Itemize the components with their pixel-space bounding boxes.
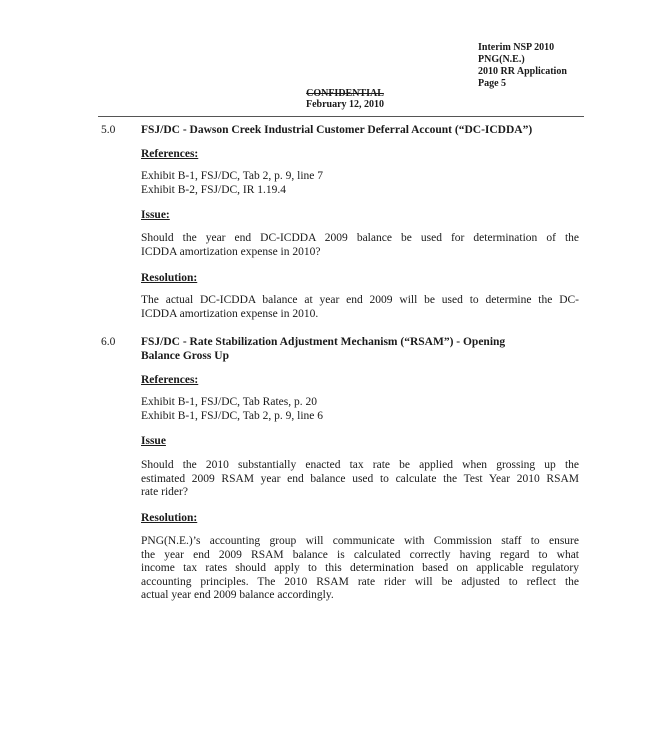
reference-item: Exhibit B-1, FSJ/DC, Tab 2, p. 9, line 6 — [141, 409, 324, 422]
header-line: Page 5 — [478, 78, 507, 89]
issue-text — [141, 459, 579, 500]
text-line: Should the year end DC-ICDDA 2009 balance be used for determination of the — [141, 232, 579, 244]
section-title-line: FSJ/DC - Rate Stabilization Adjustment Mechanism (“RSAM”) - Opening — [141, 336, 506, 348]
text-line: Should the 2010 substantially enacted tax rate be applied when grossing up the — [141, 459, 579, 471]
resolution-text — [141, 535, 579, 603]
section-title — [141, 335, 581, 363]
text-line: rate rider? — [141, 486, 188, 498]
section-title-line: FSJ/DC - Dawson Creek Industrial Customer Deferral Account (“DC-ICDDA”) — [141, 124, 533, 136]
text-line: ICDDA amortization expense in 2010? — [141, 245, 321, 258]
section-title-line: Balance Gross Up — [141, 350, 229, 362]
references-list — [141, 396, 579, 423]
issue-heading: Issue: — [141, 209, 170, 221]
issue-heading: Issue — [141, 435, 166, 447]
text-line: the year end 2009 RSAM balance is calculated correctly having regard to what — [141, 548, 579, 561]
text-line: PNG(N.E.)’s accounting group will communicate with Commission staff to ensure — [141, 535, 579, 547]
confidential-label: CONFIDENTIAL — [306, 88, 384, 99]
resolution-heading: Resolution: — [141, 272, 198, 284]
resolution-text — [141, 294, 579, 321]
text-line: estimated 2009 RSAM year end balance used to calculate the Test Year 2010 RSAM — [141, 472, 579, 485]
reference-item: Exhibit B-1, FSJ/DC, Tab Rates, p. 20 — [141, 396, 317, 408]
section-number: 6.0 — [101, 336, 116, 348]
text-line: ICDDA amortization expense in 2010. — [141, 307, 319, 320]
references-heading: References: — [141, 148, 199, 160]
section-number: 5.0 — [101, 124, 116, 136]
text-line: income tax rates should apply to this determination based on applicable regulatory — [141, 562, 579, 574]
issue-text — [141, 232, 579, 259]
header-line: Interim NSP 2010 — [478, 42, 555, 53]
references-list — [141, 170, 579, 197]
section-title — [141, 123, 581, 137]
reference-item: Exhibit B-2, FSJ/DC, IR 1.19.4 — [141, 183, 287, 196]
resolution-heading: Resolution: — [141, 512, 198, 524]
header-line: 2010 RR Application — [478, 66, 567, 77]
document-date: February 12, 2010 — [305, 99, 385, 110]
header-line: PNG(N.E.) — [478, 54, 525, 65]
text-line: actual year end 2009 balance accordingly. — [141, 589, 334, 601]
references-heading: References: — [141, 374, 199, 386]
confidential-block — [0, 88, 670, 110]
document-header — [478, 42, 567, 90]
reference-item: Exhibit B-1, FSJ/DC, Tab 2, p. 9, line 7 — [141, 170, 324, 182]
text-line: accounting principles. The 2010 RSAM rate rider will be adjusted to reflect the — [141, 575, 579, 588]
header-rule — [98, 116, 584, 117]
text-line: The actual DC-ICDDA balance at year end 2009 will be used to determine the DC- — [141, 294, 579, 306]
